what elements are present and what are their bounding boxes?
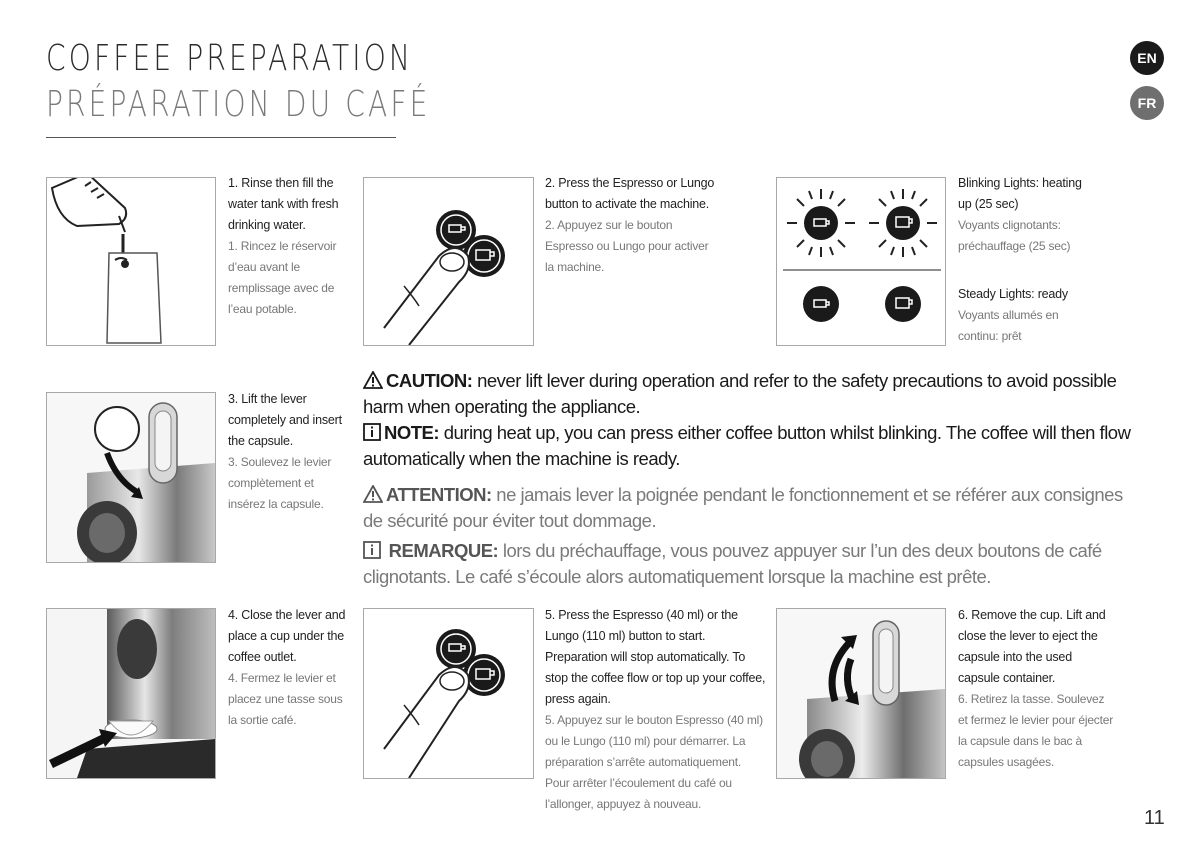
step-2-en: 2. Press the Espresso or Lungo button to activate the machine. bbox=[545, 176, 715, 211]
lights-blinking-text bbox=[958, 173, 1088, 257]
remarque-text: lors du préchauffage, vous pouvez appuyer sur l’un des deux boutons de café clignotants. Le café s’écoule alors automatiquement lorsque la machine est prête. bbox=[363, 540, 1102, 587]
step-2-illustration bbox=[363, 177, 534, 346]
lights-steady-fr: Voyants allumés en continu: prêt bbox=[958, 308, 1059, 343]
note-notice bbox=[363, 420, 1138, 472]
step-6-text bbox=[958, 605, 1113, 773]
lights-illustration bbox=[776, 177, 946, 346]
lights-blinking-fr: Voyants clignotants: préchauffage (25 sec) bbox=[958, 218, 1071, 253]
note-text: during heat up, you can press either coffee button whilst blinking. The coffee will then flow automatically when the machine is ready. bbox=[363, 422, 1131, 469]
step-2-text bbox=[545, 173, 715, 278]
step-3-fr: 3. Soulevez le levier complètement et insérez la capsule. bbox=[228, 455, 332, 511]
attention-notice bbox=[363, 482, 1138, 534]
language-badge-fr[interactable]: FR bbox=[1130, 86, 1164, 120]
water-tank-icon bbox=[47, 178, 215, 345]
button-press-icon-2 bbox=[364, 609, 533, 778]
step-3-illustration bbox=[46, 392, 216, 563]
step-5-en: 5. Press the Espresso (40 ml) or the Lungo (110 ml) button to start. Preparation will stop automatically. To stop the coffee flow or top up your coffee, press again. bbox=[545, 608, 766, 706]
step-6-en: 6. Remove the cup. Lift and close the lever to eject the capsule into the used capsule container. bbox=[958, 608, 1106, 685]
capsule-insert-icon bbox=[47, 393, 215, 562]
step-5-fr: 5. Appuyez sur le bouton Espresso (40 ml) ou le Lungo (110 ml) pour démarrer. La préparation s’arrête automatiquement. Pour arrêter l’écoulement du café ou l’allonger, appuyez à nouveau. bbox=[545, 713, 763, 811]
info-icon-fr bbox=[363, 541, 381, 559]
step-2-fr: 2. Appuyez sur le bouton Espresso ou Lungo pour activer la machine. bbox=[545, 218, 709, 274]
step-5-illustration bbox=[363, 608, 534, 779]
remarque-notice bbox=[363, 538, 1138, 590]
warning-icon-fr bbox=[363, 485, 383, 503]
step-1-fr: 1. Rincez le réservoir d’eau avant le remplissage avec de l’eau potable. bbox=[228, 239, 337, 316]
page-title-fr: PRÉPARATION DU CAFÉ bbox=[46, 84, 431, 125]
info-icon bbox=[363, 423, 381, 441]
note-label: NOTE: bbox=[384, 422, 440, 443]
step-1-illustration bbox=[46, 177, 216, 346]
lights-blinking-en: Blinking Lights: heating up (25 sec) bbox=[958, 176, 1082, 211]
step-4-illustration bbox=[46, 608, 216, 779]
page-number: 11 bbox=[1144, 807, 1165, 829]
indicator-lights-icon bbox=[777, 178, 945, 345]
caution-notice bbox=[363, 368, 1138, 420]
language-badge-en[interactable]: EN bbox=[1130, 41, 1164, 75]
attention-label: ATTENTION: bbox=[386, 484, 492, 505]
step-6-illustration bbox=[776, 608, 946, 779]
step-6-fr: 6. Retirez la tasse. Soulevez et fermez le levier pour éjecter la capsule dans le bac à capsules usagées. bbox=[958, 692, 1114, 769]
step-1-text bbox=[228, 173, 343, 320]
step-5-text bbox=[545, 605, 767, 815]
step-3-en: 3. Lift the lever completely and insert the capsule. bbox=[228, 392, 342, 448]
warning-icon bbox=[363, 371, 383, 389]
cup-placement-icon bbox=[47, 609, 215, 778]
caution-text: never lift lever during operation and refer to the safety precautions to avoid possible harm when operating the appliance. bbox=[363, 370, 1117, 417]
page-title: COFFEE PREPARATION bbox=[46, 38, 414, 79]
step-4-text bbox=[228, 605, 350, 731]
remarque-label: REMARQUE: bbox=[388, 540, 499, 561]
caution-label: CAUTION: bbox=[386, 370, 473, 391]
lights-steady-en: Steady Lights: ready bbox=[958, 287, 1068, 301]
lights-steady-text bbox=[958, 284, 1088, 347]
step-4-fr: 4. Fermez le levier et placez une tasse sous la sortie café. bbox=[228, 671, 343, 727]
attention-text: ne jamais lever la poignée pendant le fonctionnement et se référer aux consignes de sécurité pour éviter tout dommage. bbox=[363, 484, 1123, 531]
step-3-text bbox=[228, 389, 346, 515]
button-press-icon bbox=[364, 178, 533, 345]
step-4-en: 4. Close the lever and place a cup under the coffee outlet. bbox=[228, 608, 346, 664]
step-1-en: 1. Rinse then fill the water tank with fresh drinking water. bbox=[228, 176, 339, 232]
title-divider bbox=[46, 137, 396, 138]
capsule-eject-icon bbox=[777, 609, 945, 778]
